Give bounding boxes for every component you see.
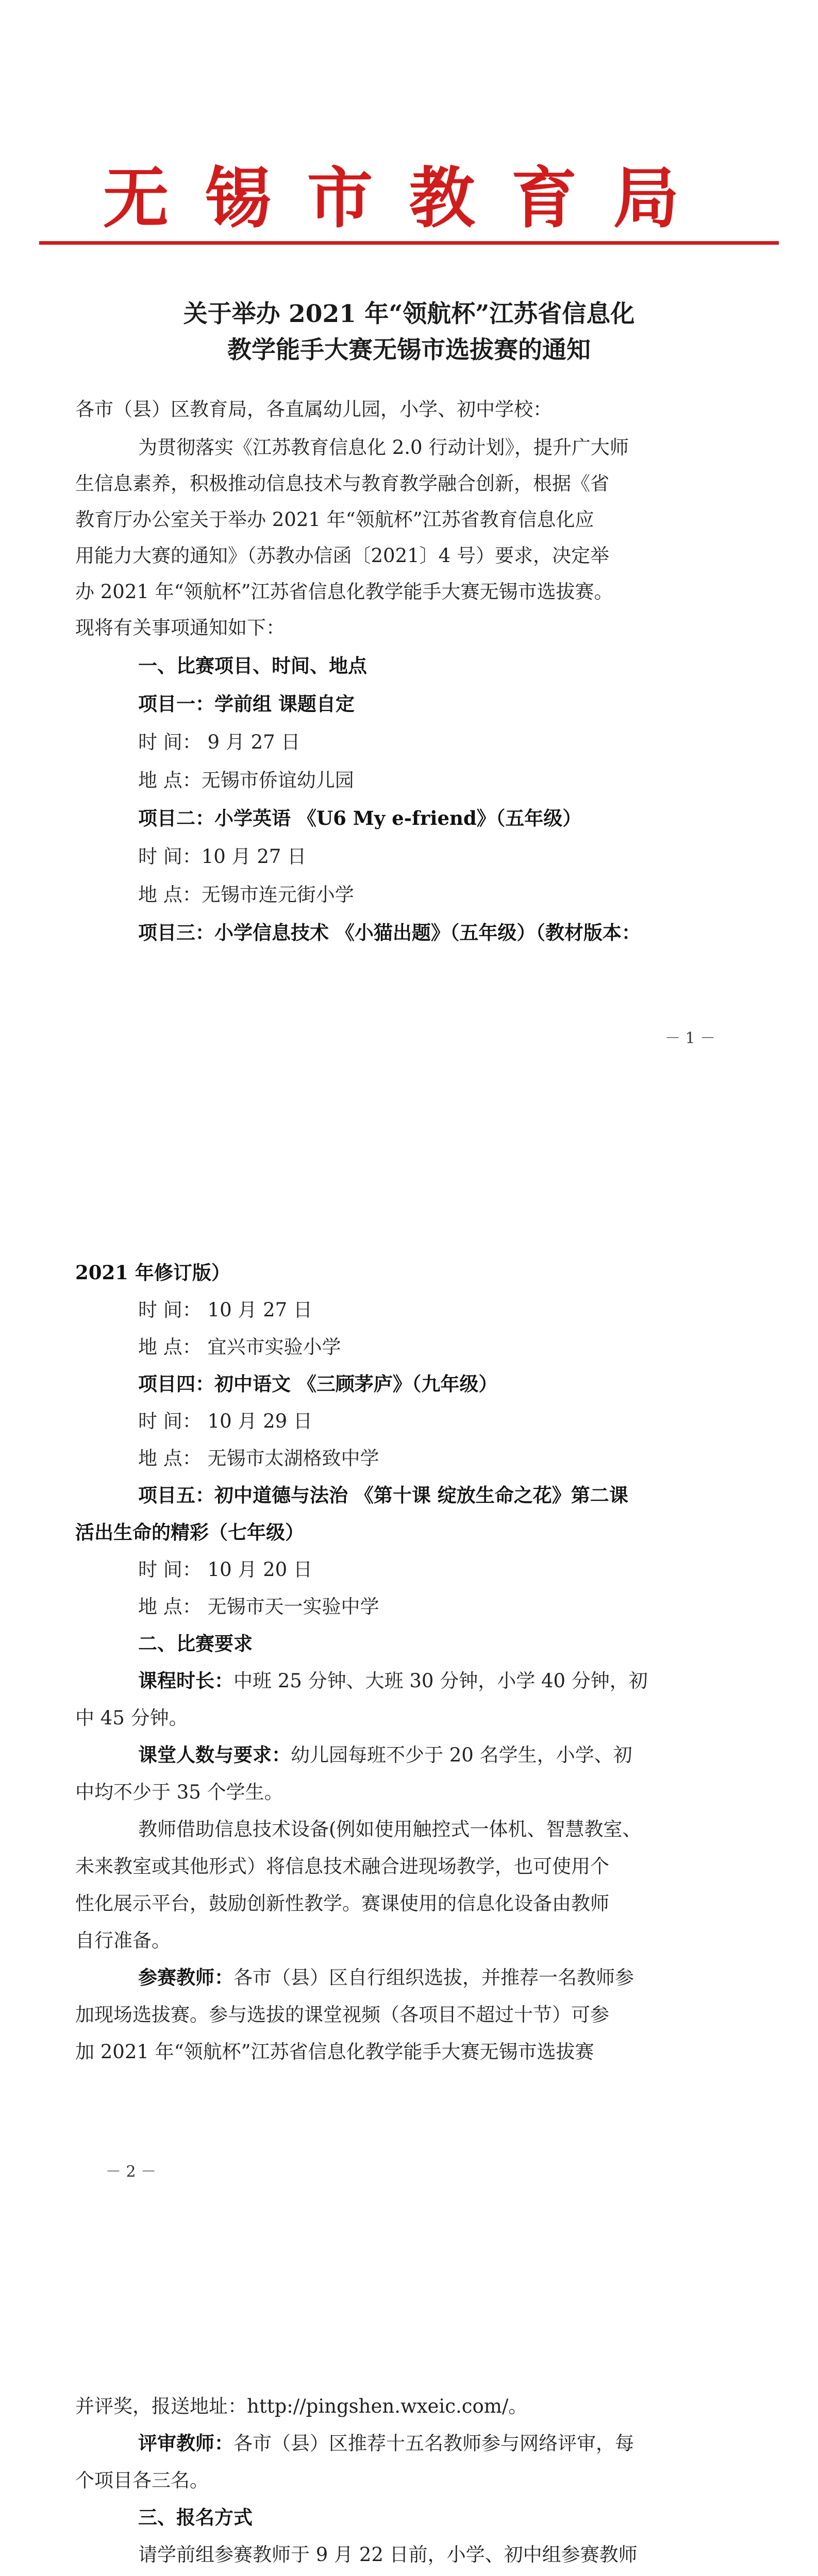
project2-time: 时 间：10 月 27 日 [138, 845, 307, 868]
class-text: 幼儿园每班不少于 20 名学生，小学、初 [291, 1744, 632, 1766]
signup-line: 请学前组参赛教师于 9 月 22 日前，小学、初中组参赛教师 [138, 2544, 638, 2566]
intro-line: 生信息素养，积极推动信息技术与教育教学融合创新，根据《省 [75, 472, 609, 495]
intro-line: 办 2021 年“领航杯”江苏省信息化教学能手大赛无锡市选拔赛。 [75, 581, 613, 603]
class-label: 课堂人数与要求： [138, 1743, 291, 1766]
judge-text: 各市（县）区推荐十五名教师参与网络评审，每 [233, 2432, 634, 2454]
judge-text-cont: 个项目各三名。 [75, 2469, 209, 2492]
judge-requirement [138, 2428, 634, 2455]
document-title-line1: 关于举办 2021 年“领航杯”江苏省信息化 [183, 300, 635, 328]
device-line: 自行准备。 [75, 1929, 171, 1952]
class-text-cont: 中均不少于 35 个学生。 [75, 1781, 283, 1803]
red-divider-line [39, 241, 779, 245]
duration-requirement [138, 1665, 648, 1693]
project5-name-cont: 活出生命的精彩（七年级） [75, 1521, 304, 1544]
teacher-text: 各市（县）区自行组织选拔，并推荐一名教师参 [233, 1967, 634, 1989]
project4-place: 地 点： 无锡市太湖格致中学 [138, 1447, 379, 1469]
section2-heading: 二、比赛要求 [138, 1632, 253, 1655]
teacher-line: 并评奖，报送地址：http://pingshen.wxeic.com/。 [75, 2395, 528, 2417]
project4-time: 时 间： 10 月 29 日 [138, 1410, 312, 1432]
device-line: 未来教室或其他形式）将信息技术融合进现场教学，也可使用个 [75, 1855, 609, 1877]
salutation: 各市（县）区教育局，各直属幼儿园，小学、初中学校： [75, 398, 552, 420]
intro-line: 用能力大赛的通知》（苏教办信函〔2021〕4 号）要求，决定举 [75, 545, 609, 567]
duration-text-cont: 中 45 分钟。 [75, 1707, 188, 1729]
project3-name-cont: 2021 年修订版） [75, 1261, 230, 1284]
duration-text: 中班 25 分钟、大班 30 分钟，小学 40 分钟，初 [233, 1670, 648, 1692]
issuer-header: 无锡市教育局 [103, 160, 715, 237]
project5-name: 项目五：初中道德与法治 《第十课 绽放生命之花》第二课 [138, 1484, 628, 1506]
project5-time: 时 间： 10 月 20 日 [138, 1558, 312, 1581]
duration-label: 课程时长： [138, 1669, 233, 1692]
teacher-requirement [138, 1962, 634, 1990]
project1-name: 项目一：学前组 课题自定 [138, 692, 355, 715]
project3-place: 地 点： 宜兴市实验小学 [138, 1336, 341, 1358]
project2-name: 项目二：小学英语 《U6 My e-friend》（五年级） [138, 807, 582, 829]
intro-line: 为贯彻落实《江苏教育信息化 2.0 行动计划》，提升广大师 [138, 436, 629, 459]
intro-line: 教育厅办公室关于举办 2021 年“领航杯”江苏省教育信息化应 [75, 509, 594, 531]
project1-time: 时 间： 9 月 27 日 [138, 731, 301, 753]
document-title-line2: 教学能手大赛无锡市选拔赛的通知 [227, 336, 591, 364]
section3-heading: 三、报名方式 [138, 2506, 253, 2529]
teacher-label: 参赛教师： [138, 1966, 233, 1989]
teacher-line: 加现场选拔赛。参与选拔的课堂视频（各项目不超过十节）可参 [75, 2004, 609, 2026]
device-line: 教师借助信息技术设备(例如使用触控式一体机、智慧教室、 [138, 1818, 642, 1840]
page-number: － 2 － [106, 2163, 157, 2181]
project3-time: 时 间： 10 月 27 日 [138, 1299, 312, 1321]
teacher-line: 加 2021 年“领航杯”江苏省信息化教学能手大赛无锡市选拔赛 [75, 2041, 594, 2063]
project5-place: 地 点： 无锡市天一实验中学 [138, 1596, 379, 1618]
project1-place: 地 点：无锡市侨谊幼儿园 [138, 769, 354, 791]
section1-heading: 一、比赛项目、时间、地点 [138, 654, 367, 677]
judge-label: 评审教师： [138, 2432, 233, 2454]
class-requirement [138, 1739, 632, 1767]
project4-name: 项目四：初中语文 《三顾茅庐》（九年级） [138, 1372, 498, 1395]
project3-name: 项目三：小学信息技术 《小猫出题》（五年级）（教材版本： [138, 921, 641, 944]
intro-line: 现将有关事项通知如下： [75, 617, 285, 639]
page-number: － 1 － [665, 1029, 716, 1047]
project2-place: 地 点：无锡市连元街小学 [138, 884, 354, 906]
device-line: 性化展示平台，鼓励创新性教学。赛课使用的信息化设备由教师 [75, 1892, 609, 1914]
